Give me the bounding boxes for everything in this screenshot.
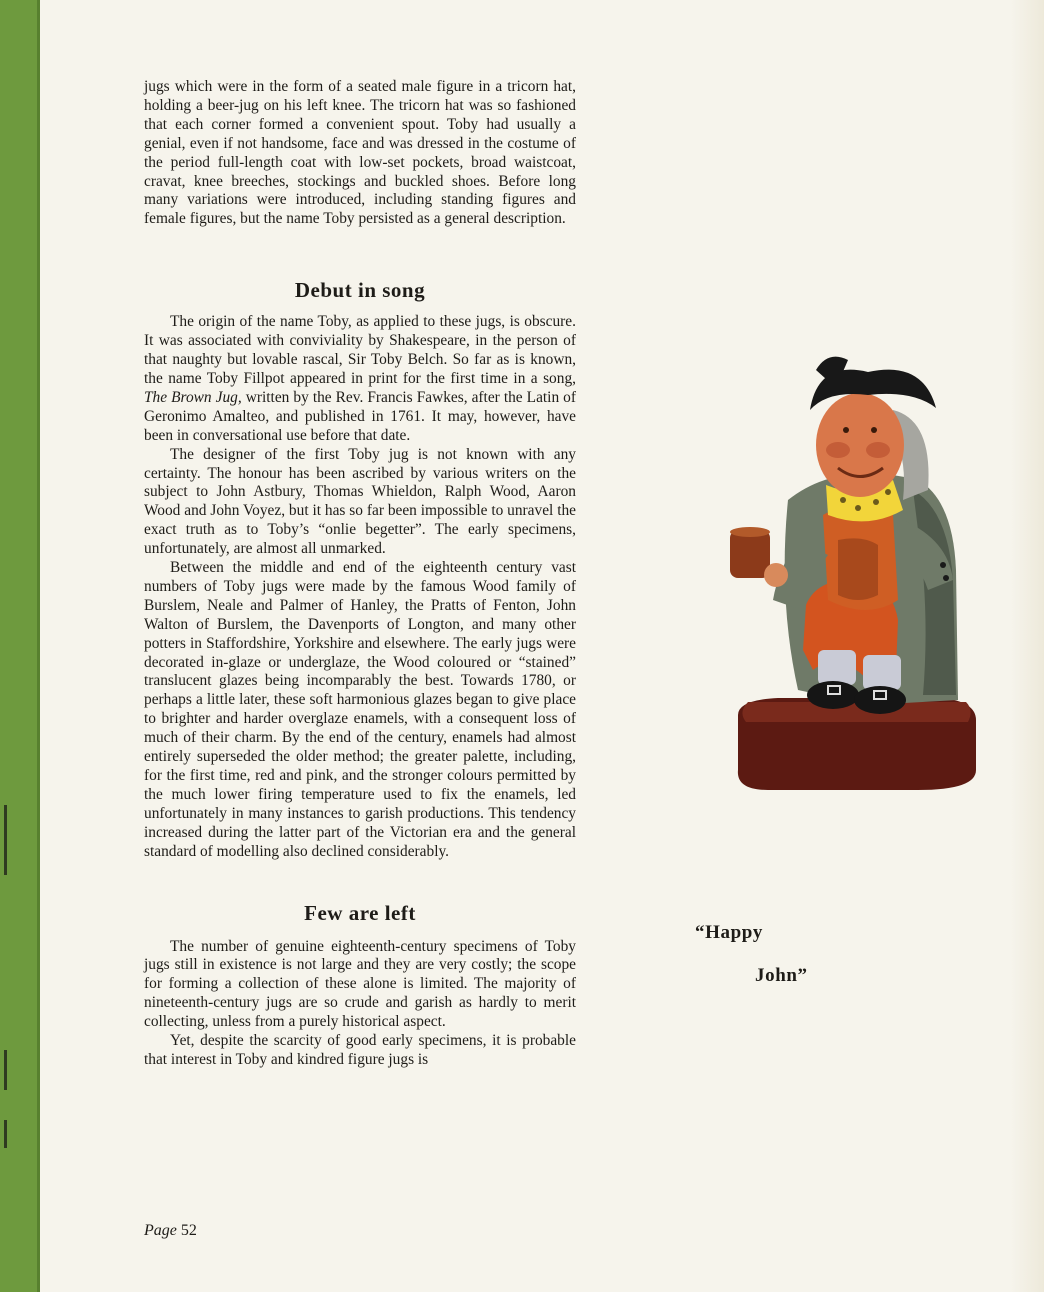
section2-paragraph-2: Yet, despite the scarcity of good early specimens, it is probable that interest in Toby and kindred figure jugs is	[144, 1032, 576, 1068]
toby-jug-illustration	[718, 350, 978, 790]
toby-jug-photo	[718, 350, 978, 790]
text-run: The origin of the name Toby, as applied to these jugs, is obscure. It was associated with conviviality by Shakespeare, in the person of that naughty but lovable rascal, Sir Toby Belch. So far as is known, the name Toby Fillpot appeared in print for the first time in a song,	[144, 313, 576, 387]
section2-paragraph-1: The number of genuine eighteenth-century specimens of Toby jugs still in existence is not large and they are very costly; the scope for forming a collection of these alone is limited. The majority of nineteenth-century jugs are so crude and garish as hardly to merit collecting, unless from a purely historical aspect.	[144, 937, 576, 1031]
song-title: The Brown Jug,	[144, 388, 242, 406]
section-heading-few: Few are left	[304, 900, 416, 925]
page-number-value: 52	[180, 1222, 197, 1239]
article-column	[144, 78, 576, 1070]
figure-caption-line-2: John”	[755, 965, 808, 986]
section1-paragraph-2: The designer of the first Toby jug is not known with any certainty. The honour has been ascribed by various writers on the subject to John Astbury, Thomas Whieldon, Ralph Wood, Aaron Wood and John Voyez, but it has so far been impossible to unravel the exact truth as to Toby’s “onlie begetter”. The early specimens, unfortunately, are almost all unmarked.	[144, 445, 576, 558]
intro-paragraph: jugs which were in the form of a seated male figure in a tricorn hat, holding a beer-jug on his left knee. The tricorn hat was so fashioned that each corner formed a convenient spout. Toby had usually a genial, even if not handsome, face and was dressed in the costume of the period full-length coat with low-set pockets, broad waistcoat, cravat, knee breeches, stockings and buckled shoes. Before long many variations were introduced, including standing figures and female figures, but the name Toby persisted as a general description.	[144, 78, 576, 228]
text-run: written by the Rev. Francis Fawkes, after the Latin of Geronimo Amalteo, and published in 1761. It may, however, have been in conversational use before that date.	[144, 388, 577, 444]
page-edge-shadow	[1010, 0, 1044, 1292]
binding-spine	[0, 0, 40, 1292]
scan-mark	[4, 1120, 7, 1148]
page-label: Page	[144, 1222, 177, 1239]
page-number	[144, 1222, 197, 1240]
section-heading-debut: Debut in song	[294, 278, 426, 303]
scan-mark	[4, 805, 7, 875]
scan-mark	[4, 1050, 7, 1090]
section1-paragraph-1	[144, 313, 576, 445]
section1-paragraph-3: Between the middle and end of the eighteenth century vast numbers of Toby jugs were made by the famous Wood family of Burslem, Neale and Palmer of Hanley, the Pratts of Fenton, John Walton of Burslem, the Davenports of Longton, and many other potters in Staffordshire, Yorkshire and elsewhere. The early jugs were decorated in-glaze or underglaze, the Wood coloured or “stained” translucent glazes being incomparably the best. Towards 1780, or perhaps a little later, these soft harmonious glazes began to give place to brighter and harder overglaze enamels, with a consequent loss of much of their charm. By the end of the century, enamels had almost entirely superseded the older method; the greater palette, including, for the first time, red and pink, and the stronger colours permitted by the much lower firing temperature used to fix the enamels, led unfortunately in many instances to garish productions. This tendency increased during the latter part of the Victorian era and the general standard of modelling also declined considerably.	[144, 559, 576, 860]
figure-caption-line-1: “Happy	[695, 922, 764, 943]
